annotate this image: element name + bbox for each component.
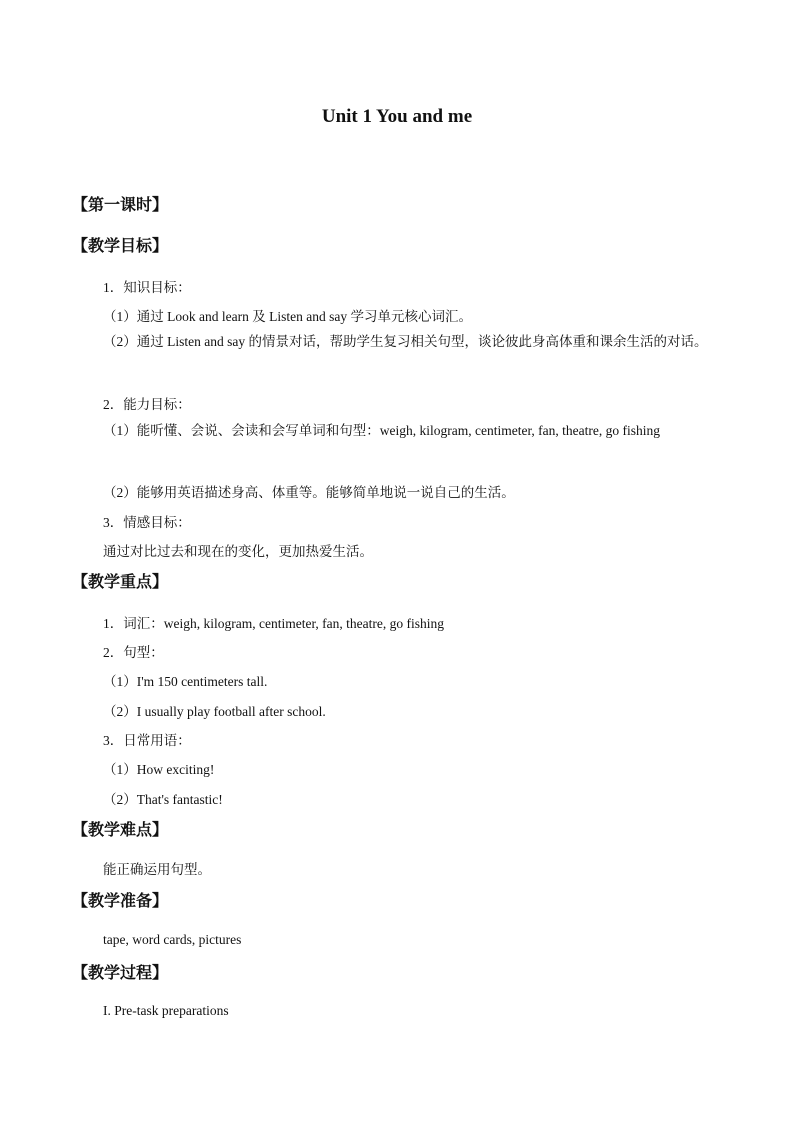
ability-goal-1: （1）能听懂、会说、会读和会写单词和句型：weigh, kilogram, centimeter, fan, theatre, go fishing bbox=[103, 423, 660, 438]
lesson-heading: 【第一课时】 bbox=[72, 197, 169, 214]
emotion-goal-title: 3．情感目标： bbox=[103, 515, 191, 530]
key-point-sentences: 2．句型： bbox=[103, 645, 164, 660]
difficulties-heading: 【教学难点】 bbox=[72, 822, 169, 839]
ability-goal-title: 2．能力目标： bbox=[103, 397, 191, 412]
key-points-heading: 【教学重点】 bbox=[72, 574, 169, 591]
sentence-1: （1）I'm 150 centimeters tall. bbox=[103, 674, 268, 689]
key-point-vocabulary: 1．词汇：weigh, kilogram, centimeter, fan, theatre, go fishing bbox=[103, 616, 444, 631]
sentence-2: （2）I usually play football after school. bbox=[103, 704, 326, 719]
preparation-heading: 【教学准备】 bbox=[72, 893, 169, 910]
key-point-daily-expressions: 3．日常用语： bbox=[103, 733, 191, 748]
goals-heading: 【教学目标】 bbox=[72, 238, 169, 255]
daily-expression-2: （2）That's fantastic! bbox=[103, 792, 223, 807]
knowledge-goal-1: （1）通过 Look and learn 及 Listen and say 学习单元核心词汇。 bbox=[103, 309, 472, 324]
ability-goal-2: （2）能够用英语描述身高、体重等。能够简单地说一说自己的生活。 bbox=[103, 485, 515, 500]
difficulties-text: 能正确运用句型。 bbox=[103, 862, 211, 877]
daily-expression-1: （1）How exciting! bbox=[103, 762, 215, 777]
page-title: Unit 1 You and me bbox=[321, 106, 473, 127]
process-heading: 【教学过程】 bbox=[72, 965, 169, 982]
knowledge-goal-2: （2）通过 Listen and say 的情景对话，帮助学生复习相关句型，谈论彼此身高体重和课余生活的对话。 bbox=[103, 334, 708, 349]
knowledge-goal-title: 1．知识目标： bbox=[103, 280, 191, 295]
preparation-text: tape, word cards, pictures bbox=[103, 932, 242, 947]
emotion-goal-1: 通过对比过去和现在的变化，更加热爱生活。 bbox=[103, 544, 373, 559]
process-step-1: I. Pre-task preparations bbox=[103, 1003, 229, 1018]
